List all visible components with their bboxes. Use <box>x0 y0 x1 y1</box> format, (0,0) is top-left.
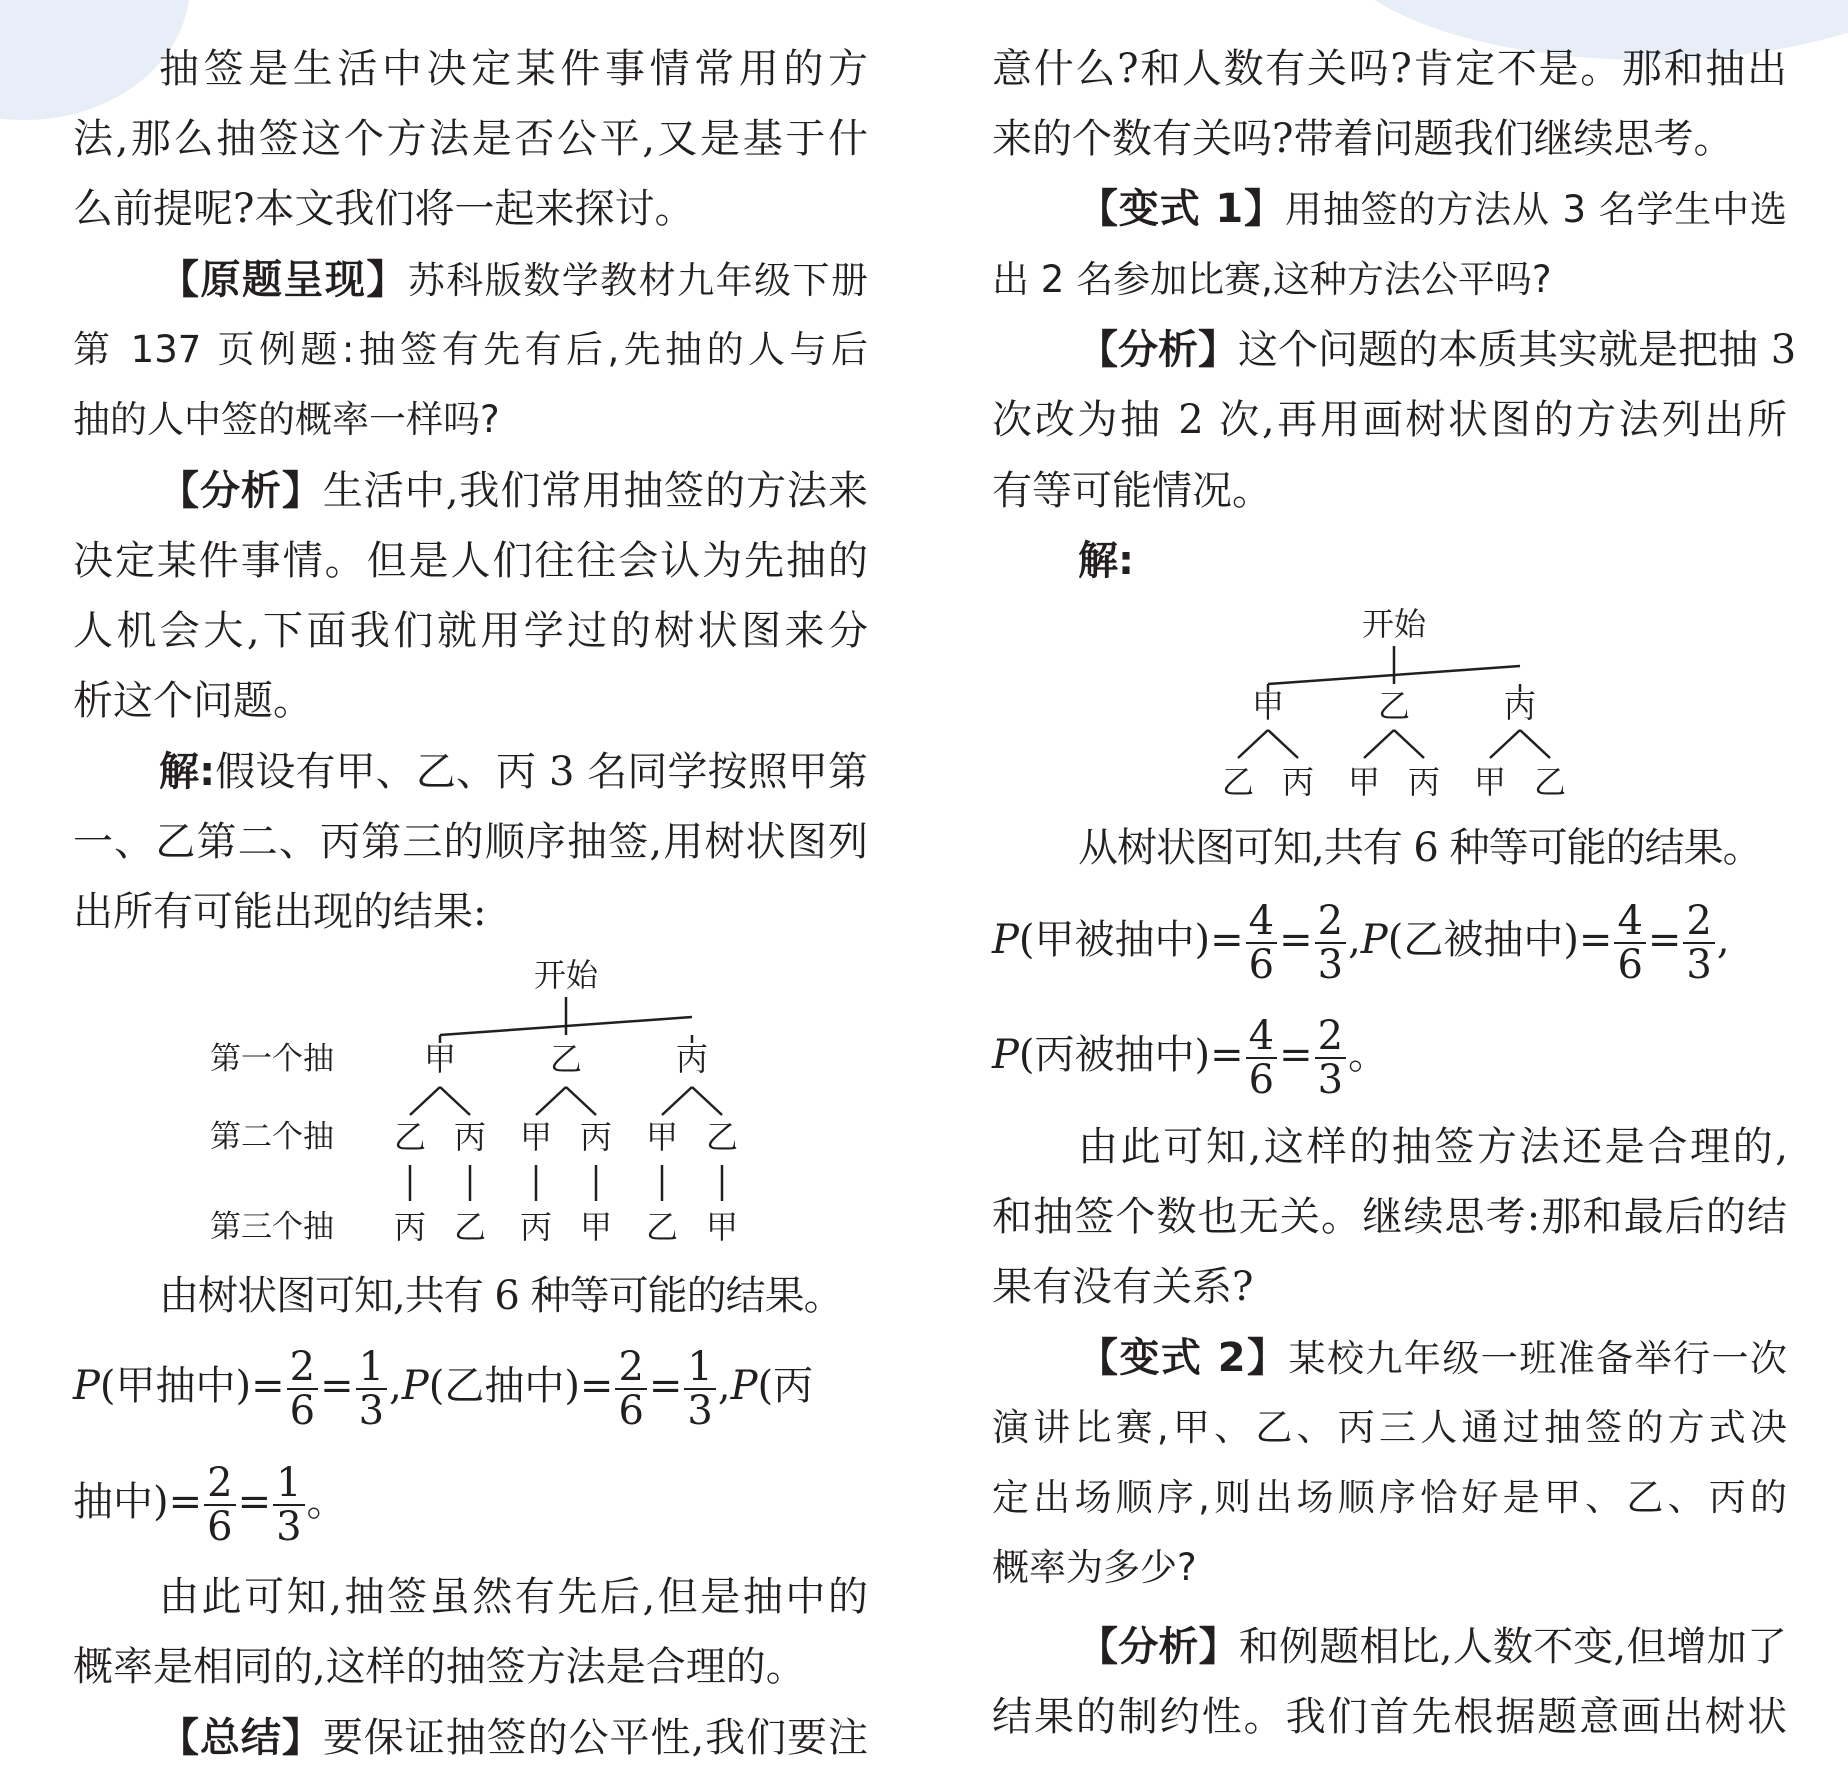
fraction: $\frac{1}{3}$ <box>356 1346 387 1432</box>
original-problem-line: 第 137 页例题:抽签有先有后,先抽的人与后 <box>73 328 868 371</box>
probability-line: P(甲被抽中)= $\frac{4}{6}$ = $\frac{2}{3}$ ,P(乙被抽中)= $\frac{4}{6}$ = $\frac{2}{3}$ , <box>992 898 1730 988</box>
result-line: 从树状图可知,共有 6 种等可能的结果。 <box>1078 825 1762 871</box>
tree-row-label: 第一个抽 <box>210 1041 334 1077</box>
continued-line: 来的个数有关吗?带着问题我们继续思考。 <box>992 116 1734 162</box>
tree-node: 丙 <box>1407 763 1441 801</box>
conclusion-line: 果有没有关系? <box>992 1264 1254 1310</box>
analysis1-line: 次改为抽 2 次,再用画树状图的方法列出所 <box>992 397 1787 443</box>
tree-node: 乙 <box>393 1118 427 1156</box>
tree-node: 乙 <box>549 1040 583 1078</box>
tree-node: 乙 <box>453 1208 487 1246</box>
analysis-tag: 【分析】 <box>159 468 323 514</box>
probability-line: 抽中)= $\frac{2}{6}$ = $\frac{1}{3}$ 。 <box>73 1460 347 1550</box>
analysis1-tag: 【分析】 <box>1078 327 1238 373</box>
fraction: $\frac{2}{6}$ <box>287 1346 318 1432</box>
fraction: $\frac{2}{6}$ <box>615 1346 646 1432</box>
fraction: $\frac{2}{3}$ <box>1315 900 1346 986</box>
tree-node: 丙 <box>393 1208 427 1246</box>
tree-node: 甲 <box>705 1208 739 1246</box>
tree-node: 乙 <box>705 1118 739 1156</box>
tree-node: 乙 <box>1533 763 1567 801</box>
tree-node: 丙 <box>1281 763 1315 801</box>
tree-node: 甲 <box>1347 763 1381 801</box>
intro-line: 法,那么抽签这个方法是否公平,又是基于什 <box>73 116 868 162</box>
tree-node: 丙 <box>519 1208 553 1246</box>
tree-node: 乙 <box>645 1208 679 1246</box>
variant2-line: 概率为多少? <box>992 1546 1197 1589</box>
variant2-line: 演讲比赛,甲、乙、丙三人通过抽签的方式决 <box>992 1406 1787 1449</box>
fraction: $\frac{1}{3}$ <box>684 1346 715 1432</box>
summary-line: 【总结】要保证抽签的公平性,我们要注 <box>159 1715 869 1761</box>
tree-node: 甲 <box>423 1040 457 1078</box>
solution-line: 出所有可能出现的结果: <box>73 889 487 935</box>
fraction: $\frac{2}{6}$ <box>204 1462 235 1548</box>
fraction: $\frac{4}{6}$ <box>1246 900 1277 986</box>
tree-diagram-three-draws <box>0 955 800 1255</box>
tree-row-label: 第三个抽 <box>210 1209 334 1245</box>
tree-node: 甲 <box>579 1208 613 1246</box>
variant1-line: 【变式 1】用抽签的方法从 3 名学生中选 <box>1078 186 1788 232</box>
tree-node: 甲 <box>519 1118 553 1156</box>
variant2-line: 【变式 2】某校九年级一班准备举行一次 <box>1078 1335 1788 1381</box>
conclusion-line: 和抽签个数也无关。继续思考:那和最后的结 <box>992 1194 1787 1240</box>
tree-node: 丙 <box>453 1118 487 1156</box>
variant2-tag: 【变式 2】 <box>1078 1335 1289 1381</box>
tree-root: 开始 <box>1361 605 1427 643</box>
analysis1-line: 有等可能情况。 <box>992 468 1272 514</box>
analysis1-line: 【分析】这个问题的本质其实就是把抽 3 <box>1078 327 1797 373</box>
tree-node: 甲 <box>1473 763 1507 801</box>
tree-node: 甲 <box>1251 687 1285 725</box>
result-line: 由树状图可知,共有 6 种等可能的结果。 <box>159 1273 843 1319</box>
analysis-line: 【分析】生活中,我们常用抽签的方法来 <box>159 468 869 514</box>
tree-node: 甲 <box>645 1118 679 1156</box>
analysis-line: 人机会大,下面我们就用学过的树状图来分 <box>73 608 868 654</box>
conclusion-line: 概率是相同的,这样的抽签方法是合理的。 <box>73 1644 806 1690</box>
fraction: $\frac{4}{6}$ <box>1614 900 1645 986</box>
original-problem-line: 抽的人中签的概率一样吗? <box>73 398 500 441</box>
variant1-tag: 【变式 1】 <box>1078 186 1285 232</box>
original-problem-tag: 【原题呈现】 <box>159 257 408 303</box>
analysis-line: 决定某件事情。但是人们往往会认为先抽的 <box>73 538 868 584</box>
fraction: $\frac{2}{3}$ <box>1315 1015 1346 1101</box>
continued-line: 意什么?和人数有关吗?肯定不是。那和抽出 <box>992 46 1787 92</box>
tree-node: 丙 <box>675 1040 709 1078</box>
probability-line: P(丙被抽中)= $\frac{4}{6}$ = $\frac{2}{3}$ 。 <box>992 1013 1389 1103</box>
conclusion-line: 由此可知,抽签虽然有先后,但是抽中的 <box>159 1574 868 1620</box>
fraction: $\frac{1}{3}$ <box>273 1462 304 1548</box>
solution-line <box>992 526 1787 596</box>
tree-node: 丙 <box>579 1118 613 1156</box>
fraction: $\frac{2}{3}$ <box>1683 900 1714 986</box>
solution-tag: 解: <box>159 749 216 795</box>
tree-node: 丙 <box>1503 687 1537 725</box>
analysis2-line: 结果的制约性。我们首先根据题意画出树状 <box>992 1694 1787 1740</box>
probability-line: P(甲抽中)= $\frac{2}{6}$ = $\frac{1}{3}$ ,P(乙抽中)= $\frac{2}{6}$ = $\frac{1}{3}$ ,P(丙 <box>73 1344 814 1434</box>
fraction: $\frac{4}{6}$ <box>1246 1015 1277 1101</box>
intro-line: 么前提呢?本文我们将一起来探讨。 <box>73 186 695 232</box>
variant2-line: 定出场顺序,则出场顺序恰好是甲、乙、丙的 <box>992 1476 1787 1519</box>
tree-root: 开始 <box>533 956 599 994</box>
solution-tag: 解: <box>1078 538 1134 584</box>
analysis-line: 析这个问题。 <box>73 678 313 724</box>
tree-row-label: 第二个抽 <box>210 1119 334 1155</box>
solution-line: 解:假设有甲、乙、丙 3 名同学按照甲第 <box>159 749 868 795</box>
analysis2-line: 【分析】和例题相比,人数不变,但增加了 <box>1078 1624 1787 1670</box>
conclusion-line: 由此可知,这样的抽签方法还是合理的, <box>1078 1124 1787 1170</box>
intro-line: 抽签是生活中决定某件事情常用的方 <box>159 46 868 92</box>
original-problem-line: 【原题呈现】苏科版数学教材九年级下册 <box>159 257 869 303</box>
tree-node: 乙 <box>1377 687 1411 725</box>
variant1-line: 出 2 名参加比赛,这种方法公平吗? <box>992 258 1552 301</box>
tree-diagram-two-draws <box>992 604 1787 804</box>
tree-node: 乙 <box>1221 763 1255 801</box>
summary-tag: 【总结】 <box>159 1715 323 1761</box>
solution-line: 一、乙第二、丙第三的顺序抽签,用树状图列 <box>73 819 868 865</box>
analysis2-tag: 【分析】 <box>1078 1624 1239 1670</box>
